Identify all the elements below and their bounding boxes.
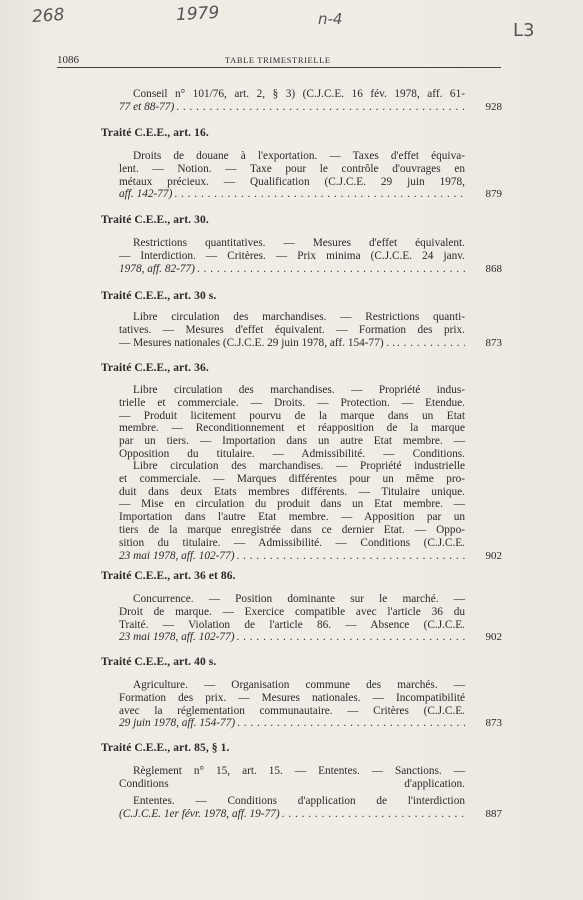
entry-line: Traité. — Violation de l'article 86. — Absence (C.J.C.E. bbox=[119, 618, 465, 631]
index-entry bbox=[119, 150, 465, 201]
entry-line: 23 mai 1978, aff. 102-77) . . . bbox=[119, 550, 465, 563]
entry-line: Ententes. — Conditions d'application de l'interdiction bbox=[133, 795, 465, 807]
entry-line: métaux précieux. — Qualification (C.J.C.E. 29 juin 1978, bbox=[119, 175, 465, 188]
entry-line: Règlement n° 15, art. 15. — Ententes. — Sanctions. — bbox=[133, 765, 465, 777]
entry-line: trielle et commerciale. — Droits. — Protection. — Etendue. bbox=[119, 396, 465, 409]
page-reference: 868 bbox=[485, 262, 502, 275]
section-heading: Traité C.E.E., art. 85, § 1. bbox=[101, 742, 230, 754]
page-reference: 873 bbox=[485, 717, 502, 730]
entry-line: — Produit licitement pourvu de la marque dans un Etat bbox=[119, 409, 465, 422]
section-heading: Traité C.E.E., art. 30. bbox=[101, 214, 209, 226]
section-heading: Traité C.E.E., art. 36 et 86. bbox=[101, 570, 236, 582]
entry-line: — Mesures nationales (C.J.C.E. 29 juin 1978, aff. 154-77) . . . . . bbox=[119, 337, 465, 350]
index-entry bbox=[119, 88, 465, 114]
index-entry bbox=[119, 795, 465, 821]
page-reference: 928 bbox=[485, 100, 502, 113]
entry-line: tiers de la marque enregistrée dans ce dernier Etat. — Oppo- bbox=[119, 523, 465, 536]
entry-line: Conseil n° 101/76, art. 2, § 3) (C.J.C.E. 16 fév. 1978, aff. 61- bbox=[133, 88, 465, 100]
entry-line: 23 mai 1978, aff. 102-77) . . . bbox=[119, 631, 465, 644]
entry-line: duit dans deux Etats membres différents. — Titulaire unique. bbox=[119, 485, 465, 498]
entry-line: par un tiers. — Importation dans un autre Etat membre. — bbox=[119, 435, 465, 448]
section-heading: Traité C.E.E., art. 36. bbox=[101, 362, 209, 374]
entry-line: lent. — Notion. — Taxe pour le contrôle d'ouvrages en bbox=[119, 162, 465, 175]
handwritten-note-1: 268 bbox=[31, 4, 66, 28]
page-reference: 873 bbox=[485, 336, 502, 349]
entry-line: Importation dans l'autre Etat membre. — Apposition par un bbox=[119, 511, 465, 524]
entry-line: Libre circulation des marchandises. — Restrictions quanti- bbox=[133, 311, 465, 323]
index-entry bbox=[119, 384, 465, 461]
entry-line: 1978, aff. 82-77) . . . bbox=[119, 263, 465, 276]
entry-line: Concurrence. — Position dominante sur le marché. — bbox=[133, 593, 465, 605]
entry-line: sition du titulaire. — Admissibilité. — Conditions (C.J.C.E. bbox=[119, 536, 465, 549]
index-entry bbox=[119, 765, 465, 791]
leader-dots bbox=[282, 808, 465, 821]
leader-dots bbox=[237, 717, 465, 730]
entry-line: et commerciale. — Marques différentes pour un même pro- bbox=[119, 472, 465, 485]
entry-line: membre. — Reconditionnement et réapposition de la marque bbox=[119, 422, 465, 435]
index-entry bbox=[119, 460, 465, 562]
entry-line: — Interdiction. — Critères. — Prix minima (C.J.C.E. 24 janv. bbox=[119, 249, 465, 262]
header-rule bbox=[57, 67, 501, 68]
section-heading: Traité C.E.E., art. 40 s. bbox=[101, 656, 217, 668]
section-heading: Traité C.E.E., art. 16. bbox=[101, 127, 209, 139]
section-heading: Traité C.E.E., art. 30 s. bbox=[101, 290, 217, 302]
entry-line: Droit de marque. — Exercice compatible avec l'article 36 du bbox=[119, 605, 465, 618]
index-entry bbox=[119, 593, 465, 644]
index-entry bbox=[119, 311, 465, 349]
entry-line: aff. 142-77) . . . bbox=[119, 188, 465, 201]
page-header bbox=[57, 54, 501, 68]
entry-line: (C.J.C.E. 1er févr. 1978, aff. 19-77) . . . bbox=[119, 808, 465, 821]
entry-line: Restrictions quantitatives. — Mesures d'effet équivalent. bbox=[133, 237, 465, 249]
page-reference: 887 bbox=[485, 807, 502, 820]
index-entry bbox=[119, 679, 465, 730]
page-title: TABLE TRIMESTRIELLE bbox=[225, 55, 331, 65]
entry-line: 29 juin 1978, aff. 154-77) . . . bbox=[119, 717, 465, 730]
handwritten-note-3: n-4 bbox=[318, 10, 343, 28]
entry-line: — Mise en circulation du produit dans un Etat membre. — bbox=[119, 498, 465, 511]
entry-line: Formation des prix. — Mesures nationales. — Incompatibilité bbox=[119, 691, 465, 704]
leader-dots bbox=[236, 631, 465, 644]
index-entry bbox=[119, 237, 465, 275]
leader-dots bbox=[174, 188, 465, 201]
page-reference: 902 bbox=[485, 549, 502, 562]
handwritten-note-2: 1979 bbox=[175, 2, 220, 26]
leader-dots bbox=[397, 337, 465, 350]
entry-line: avec la réglementation communautaire. — Critères (C.J.C.E. bbox=[119, 704, 465, 717]
entry-line: Libre circulation des marchandises. — Propriété indus- bbox=[133, 384, 465, 396]
leader-dots bbox=[236, 550, 465, 563]
entry-line: Droits de douane à l'exportation. — Taxes d'effet équiva- bbox=[133, 150, 465, 162]
page-reference: 902 bbox=[485, 631, 502, 644]
entry-line: Conditions d'application. bbox=[119, 777, 465, 790]
entry-line: Opposition du titulaire. — Admissibilité. — Conditions. bbox=[119, 447, 465, 460]
entry-line: 77 et 88-77) . . . bbox=[119, 101, 465, 114]
entry-line: tatives. — Mesures d'effet équivalent. — Formation des prix. bbox=[119, 323, 465, 336]
entry-line: Agriculture. — Organisation commune des marchés. — bbox=[133, 679, 465, 691]
page-reference: 879 bbox=[485, 188, 502, 201]
leader-dots bbox=[197, 263, 465, 276]
leader-dots bbox=[176, 101, 465, 114]
page-number: 1086 bbox=[57, 54, 79, 66]
handwritten-note-4: L3 bbox=[513, 20, 535, 41]
entry-line: Libre circulation des marchandises. — Propriété industrielle bbox=[133, 460, 465, 472]
